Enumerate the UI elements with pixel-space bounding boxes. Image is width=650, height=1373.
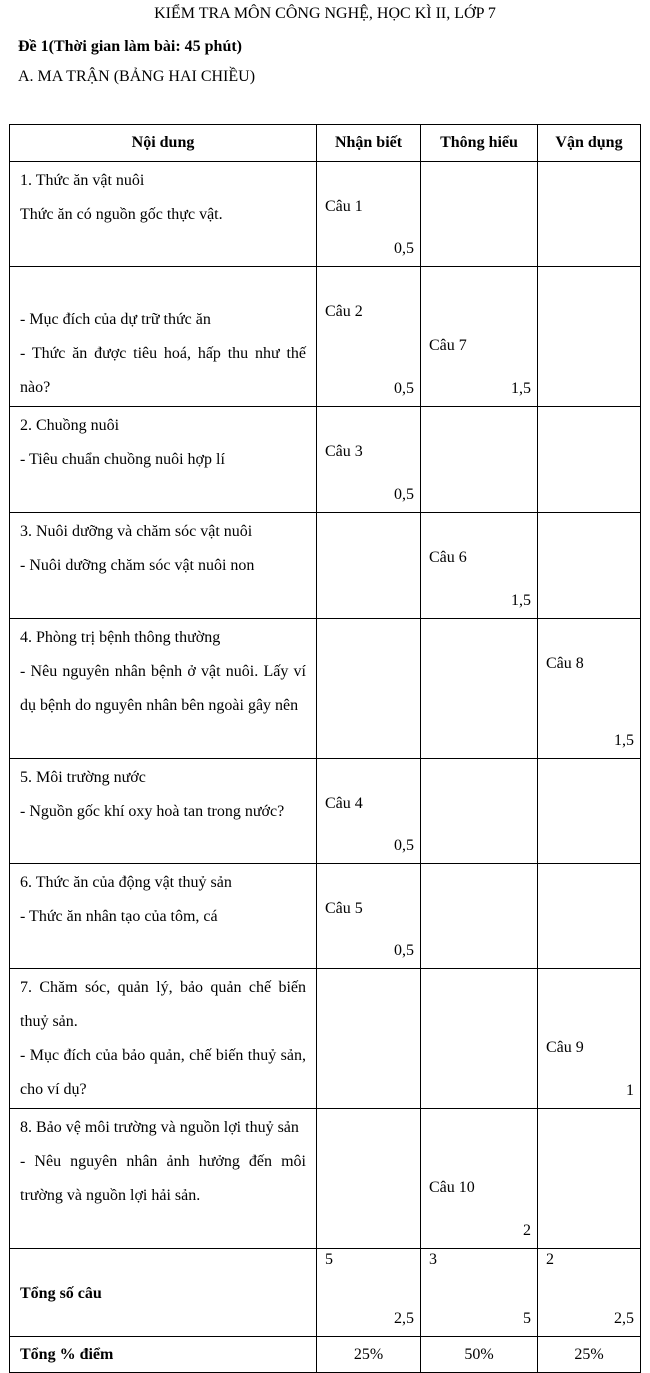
- content-line: - Nguồn gốc khí oxy hoà tan trong nước?: [20, 803, 285, 820]
- table-row: [10, 864, 641, 969]
- section-title: A. MA TRẬN (BẢNG HAI CHIỀU): [18, 68, 256, 85]
- cell-thong-hieu: [421, 1109, 538, 1249]
- content-line: - Mục đích của dự trữ thức ăn: [20, 311, 211, 328]
- cell-thong-hieu: [421, 759, 538, 864]
- points-value: 1,5: [614, 732, 634, 749]
- cell-van-dung: [538, 407, 641, 513]
- question-label: Câu 8: [546, 655, 584, 672]
- content-line: - Tiêu chuẩn chuồng nuôi hợp lí: [20, 451, 225, 468]
- table-row: [10, 267, 641, 407]
- total-points: 2,5: [614, 1310, 634, 1327]
- col-header-van-dung: Vận dụng: [538, 125, 641, 162]
- cell-van-dung: [538, 267, 641, 407]
- content-cell: [10, 407, 317, 513]
- total-count: 2: [546, 1251, 554, 1268]
- cell-van-dung: [538, 162, 641, 267]
- question-label: Câu 10: [429, 1179, 475, 1196]
- total-points: 2,5: [394, 1310, 414, 1327]
- question-label: Câu 7: [429, 337, 467, 354]
- question-label: Câu 5: [325, 900, 363, 917]
- total-count: 5: [325, 1251, 333, 1268]
- cell-van-dung: [538, 619, 641, 759]
- exam-subtitle: Đề 1(Thời gian làm bài: 45 phút): [18, 38, 242, 55]
- document-title: KIỂM TRA MÔN CÔNG NGHỆ, HỌC KÌ II, LỚP 7: [154, 5, 496, 22]
- cell-nhan-biet: [317, 1109, 421, 1249]
- content-cell: [10, 969, 317, 1109]
- content-line: Thức ăn có nguồn gốc thực vật.: [20, 206, 223, 223]
- total-questions-row: [10, 1249, 641, 1337]
- content-cell: [10, 267, 317, 407]
- cell-thong-hieu: [421, 162, 538, 267]
- percent-nhan-biet: 25%: [317, 1337, 421, 1373]
- matrix-table: [9, 124, 641, 1373]
- question-label: Câu 9: [546, 1039, 584, 1056]
- content-line: - Mục đích của bảo quản, chế biến thuỷ sản, cho ví dụ?: [20, 1047, 306, 1098]
- table-row: [10, 619, 641, 759]
- content-line: 6. Thức ăn của động vật thuỷ sản: [20, 874, 232, 891]
- question-label: Câu 3: [325, 443, 363, 460]
- content-cell: [10, 864, 317, 969]
- question-label: Câu 2: [325, 303, 363, 320]
- points-value: 1,5: [511, 380, 531, 397]
- cell-thong-hieu: [421, 619, 538, 759]
- content-line: - Nuôi dưỡng chăm sóc vật nuôi non: [20, 557, 255, 574]
- table-body: [10, 162, 641, 1249]
- table-row: [10, 162, 641, 267]
- header-row: [10, 125, 641, 162]
- percent-van-dung: 25%: [538, 1337, 641, 1373]
- total-van-dung-cell: [538, 1249, 641, 1337]
- question-label: Câu 1: [325, 198, 363, 215]
- content-line: 2. Chuồng nuôi: [20, 417, 120, 434]
- cell-nhan-biet: [317, 759, 421, 864]
- points-value: 0,5: [394, 942, 414, 959]
- col-header-content: Nội dung: [10, 125, 317, 162]
- cell-van-dung: [538, 969, 641, 1109]
- points-value: 1,5: [511, 592, 531, 609]
- table-row: [10, 513, 641, 619]
- cell-thong-hieu: [421, 969, 538, 1109]
- content-line: - Nêu nguyên nhân bệnh ở vật nuôi. Lấy ví dụ bệnh do nguyên nhân bên ngoài gây nên: [20, 663, 306, 714]
- content-line: [20, 269, 306, 303]
- table-row: [10, 759, 641, 864]
- points-value: 2: [523, 1222, 531, 1239]
- content-line: 3. Nuôi dưỡng và chăm sóc vật nuôi: [20, 523, 253, 540]
- cell-nhan-biet: [317, 513, 421, 619]
- content-line: 7. Chăm sóc, quản lý, bảo quản chế biến thuỷ sản.: [20, 979, 306, 1030]
- table-row: [10, 969, 641, 1109]
- content-line: 8. Bảo vệ môi trường và nguồn lợi thuỷ sản: [20, 1119, 299, 1136]
- cell-thong-hieu: [421, 267, 538, 407]
- total-points: 5: [523, 1310, 531, 1327]
- cell-nhan-biet: [317, 407, 421, 513]
- content-line: - Thức ăn được tiêu hoá, hấp thu như thế nào?: [20, 345, 306, 396]
- percent-thong-hieu: 50%: [421, 1337, 538, 1373]
- content-line: - Nêu nguyên nhân ảnh hưởng đến môi trường và nguồn lợi hải sản.: [20, 1153, 306, 1204]
- col-header-nhan-biet: Nhận biết: [317, 125, 421, 162]
- content-line: - Thức ăn nhân tạo của tôm, cá: [20, 908, 218, 925]
- total-count: 3: [429, 1251, 437, 1268]
- points-value: 0,5: [394, 240, 414, 257]
- points-value: 0,5: [394, 837, 414, 854]
- content-line: 1. Thức ăn vật nuôi: [20, 172, 145, 189]
- total-percent-row: [10, 1337, 641, 1373]
- total-thong-hieu-cell: [421, 1249, 538, 1337]
- total-nhan-biet-cell: [317, 1249, 421, 1337]
- col-header-thong-hieu: Thông hiểu: [421, 125, 538, 162]
- content-cell: [10, 513, 317, 619]
- total-percent-label: Tổng % điểm: [20, 1345, 114, 1363]
- points-value: 0,5: [394, 486, 414, 503]
- content-cell: [10, 1109, 317, 1249]
- cell-van-dung: [538, 513, 641, 619]
- cell-nhan-biet: [317, 162, 421, 267]
- question-label: Câu 4: [325, 795, 363, 812]
- points-value: 0,5: [394, 380, 414, 397]
- cell-nhan-biet: [317, 267, 421, 407]
- table-row: [10, 1109, 641, 1249]
- total-questions-label: Tổng số câu: [20, 1284, 102, 1302]
- cell-nhan-biet: [317, 969, 421, 1109]
- content-line: 4. Phòng trị bệnh thông thường: [20, 629, 221, 646]
- cell-thong-hieu: [421, 407, 538, 513]
- table-row: [10, 407, 641, 513]
- content-cell: [10, 162, 317, 267]
- points-value: 1: [626, 1082, 634, 1099]
- cell-thong-hieu: [421, 864, 538, 969]
- content-cell: [10, 619, 317, 759]
- question-label: Câu 6: [429, 549, 467, 566]
- cell-van-dung: [538, 864, 641, 969]
- content-cell: [10, 759, 317, 864]
- cell-van-dung: [538, 1109, 641, 1249]
- cell-nhan-biet: [317, 619, 421, 759]
- cell-nhan-biet: [317, 864, 421, 969]
- content-line: 5. Môi trường nước: [20, 769, 146, 786]
- cell-van-dung: [538, 759, 641, 864]
- cell-thong-hieu: [421, 513, 538, 619]
